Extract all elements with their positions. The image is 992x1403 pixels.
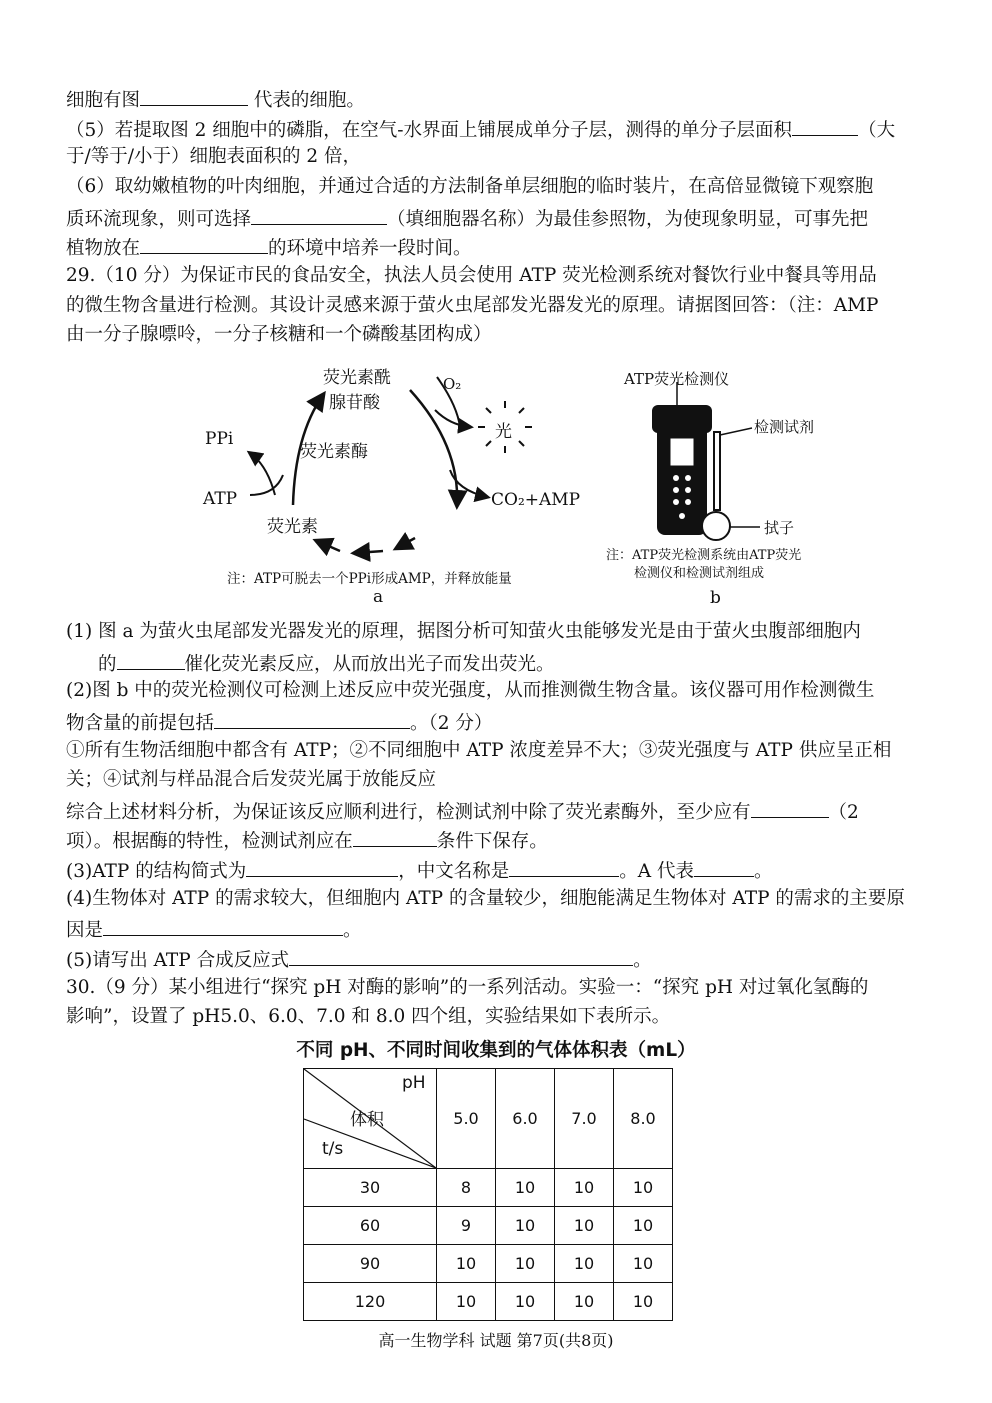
label-atp: ATP xyxy=(203,489,238,509)
table-row xyxy=(304,1283,673,1321)
text-line: 的 催化荧光素反应，从而放出光子而发出荧光。 xyxy=(98,651,555,676)
volume-cell: 10 xyxy=(496,1207,555,1245)
answer-blank[interactable] xyxy=(246,858,398,877)
answer-blank[interactable] xyxy=(251,206,387,225)
question-29-5: (5)请写出 ATP 合成反应式 。 xyxy=(66,947,652,972)
volume-cell: 10 xyxy=(555,1169,614,1207)
detector-drawing xyxy=(592,360,842,560)
text-line: 综合上述材料分析，为保证该反应顺利进行，检测试剂中除了荧光素酶外，至少应有 （2 xyxy=(66,799,859,824)
text-line: 细胞有图 代表的细胞。 xyxy=(66,87,365,112)
table-row xyxy=(304,1169,673,1207)
time-cell: 60 xyxy=(304,1207,437,1245)
text-line: （5）若提取图 2 细胞中的磷脂，在空气-水界面上铺展成单分子层，测得的单分子层面积 （大 xyxy=(66,117,895,142)
text-line: 因是 。 xyxy=(66,917,362,942)
ph-header: 5.0 xyxy=(437,1069,496,1169)
table-row xyxy=(304,1207,673,1245)
figure-a-luciferase-cycle xyxy=(195,355,595,615)
label-swab: 拭子 xyxy=(764,519,795,537)
text-line: 于/等于/小于）细胞表面积的 2 倍， xyxy=(66,146,361,167)
text-line: 物含量的前提包括 。（2 分） xyxy=(66,710,492,735)
figure-b-note-2: 检测仪和检测试剂组成 xyxy=(634,566,765,581)
answer-blank[interactable] xyxy=(103,917,343,936)
answer-blank[interactable] xyxy=(140,235,268,254)
label-o2: O₂ xyxy=(443,375,462,393)
label-ppi: PPi xyxy=(205,429,234,449)
figure-a-label: a xyxy=(373,587,384,607)
volume-cell: 10 xyxy=(437,1283,496,1321)
text-line: 质环流现象，则可选择 （填细胞器名称）为最佳参照物，为使现象明显，可事先把 xyxy=(66,206,868,231)
question-29-2: (2)图 b 中的荧光检测仪可检测上述反应中荧光强度，从而推测微生物含量。该仪器可用作检测微生 xyxy=(66,680,875,701)
question-29-4: (4)生物体对 ATP 的需求较大，但细胞内 ATP 的含量较少，细胞能满足生物体对 ATP 的需求的主要原 xyxy=(66,888,905,909)
volume-cell: 10 xyxy=(496,1245,555,1283)
answer-blank[interactable] xyxy=(117,651,185,670)
text-line: 由一分子腺嘌呤，一分子核糖和一个磷酸基团构成） xyxy=(66,324,492,345)
text-line: 项）。根据酶的特性，检测试剂应在 条件下保存。 xyxy=(66,828,548,853)
volume-cell: 10 xyxy=(555,1207,614,1245)
table-corner-cell xyxy=(304,1069,437,1169)
answer-blank[interactable] xyxy=(353,828,437,847)
answer-blank[interactable] xyxy=(792,117,858,136)
answer-blank[interactable] xyxy=(509,858,619,877)
label-luciferin: 荧光素 xyxy=(267,517,318,537)
answer-blank[interactable] xyxy=(140,87,248,106)
time-cell: 30 xyxy=(304,1169,437,1207)
figure-b-note-1: 注：ATP荧光检测系统由ATP荧光 xyxy=(606,548,802,563)
question-30-stem: 30.（9 分）某小组进行“探究 pH 对酶的影响”的一系列活动。实验一：“探究 pH 对过氧化氢酶的 xyxy=(66,977,869,998)
label-luciferyl-adenylate: 荧光素酰 xyxy=(323,368,391,388)
text-line: 植物放在 的环境中培养一段时间。 xyxy=(66,235,472,260)
volume-cell: 10 xyxy=(496,1169,555,1207)
page-footer: 高一生物学科 试题 第7页(共8页) xyxy=(378,1331,614,1350)
table-row xyxy=(304,1245,673,1283)
question-29-1: (1) 图 a 为萤火虫尾部发光器发光的原理，据图分析可知萤火虫能够发光是由于萤火虫腹部细胞内 xyxy=(66,621,861,642)
question-29-stem: 29.（10 分）为保证市民的食品安全，执法人员会使用 ATP 荧光检测系统对餐饮行业中餐具等用品 xyxy=(66,265,877,286)
question-29-3: (3)ATP 的结构简式为 ，中文名称是 。A 代表 。 xyxy=(66,858,773,883)
gas-volume-table xyxy=(303,1068,673,1321)
volume-cell: 10 xyxy=(555,1245,614,1283)
volume-cell: 10 xyxy=(614,1207,673,1245)
label-co2-amp: CO₂+AMP xyxy=(491,490,581,510)
corner-time: t/s xyxy=(322,1139,344,1159)
volume-cell: 10 xyxy=(496,1283,555,1321)
label-device: ATP荧光检测仪 xyxy=(624,370,730,388)
label-luciferase: 荧光素酶 xyxy=(300,442,368,462)
table-title: 不同 pH、不同时间收集到的气体体积表（mL） xyxy=(296,1040,696,1061)
figure-b-label: b xyxy=(710,588,721,608)
label-light: 光 xyxy=(495,422,512,442)
time-cell: 120 xyxy=(304,1283,437,1321)
corner-ph: pH xyxy=(402,1073,426,1093)
text-line: 的微生物含量进行检测。其设计灵感来源于萤火虫尾部发光器发光的原理。请据图回答：（注：AMP xyxy=(66,295,879,316)
ph-header: 7.0 xyxy=(555,1069,614,1169)
volume-cell: 10 xyxy=(437,1245,496,1283)
text-line: 关；④试剂与样品混合后发荧光属于放能反应 xyxy=(66,769,437,790)
volume-cell: 10 xyxy=(555,1283,614,1321)
answer-blank[interactable] xyxy=(289,947,633,966)
time-cell: 90 xyxy=(304,1245,437,1283)
answer-blank[interactable] xyxy=(694,858,754,877)
ph-header: 6.0 xyxy=(496,1069,555,1169)
volume-cell: 10 xyxy=(614,1169,673,1207)
figure-a-note: 注：ATP可脱去一个PPi形成AMP，并释放能量 xyxy=(227,571,512,587)
volume-cell: 10 xyxy=(614,1283,673,1321)
volume-cell: 10 xyxy=(614,1245,673,1283)
corner-volume: 体积 xyxy=(350,1110,384,1130)
text-line: ①所有生物活细胞中都含有 ATP；②不同细胞中 ATP 浓度差异不大；③荧光强度与 ATP 供应呈正相 xyxy=(66,740,892,761)
text-line: 影响”，设置了 pH5.0、6.0、7.0 和 8.0 四个组，实验结果如下表所示。 xyxy=(66,1006,671,1027)
figure-b-atp-detector xyxy=(592,360,842,615)
volume-cell: 8 xyxy=(437,1169,496,1207)
text-line: （6）取幼嫩植物的叶肉细胞，并通过合适的方法制备单层细胞的临时装片，在高倍显微镜下观察胞 xyxy=(66,176,874,197)
table-header-row xyxy=(304,1069,673,1169)
label-reagent: 检测试剂 xyxy=(754,418,815,436)
ph-header: 8.0 xyxy=(614,1069,673,1169)
label-luciferyl-adenylate-2: 腺苷酸 xyxy=(329,393,380,413)
answer-blank[interactable] xyxy=(751,799,829,818)
volume-cell: 9 xyxy=(437,1207,496,1245)
answer-blank[interactable] xyxy=(214,710,410,729)
